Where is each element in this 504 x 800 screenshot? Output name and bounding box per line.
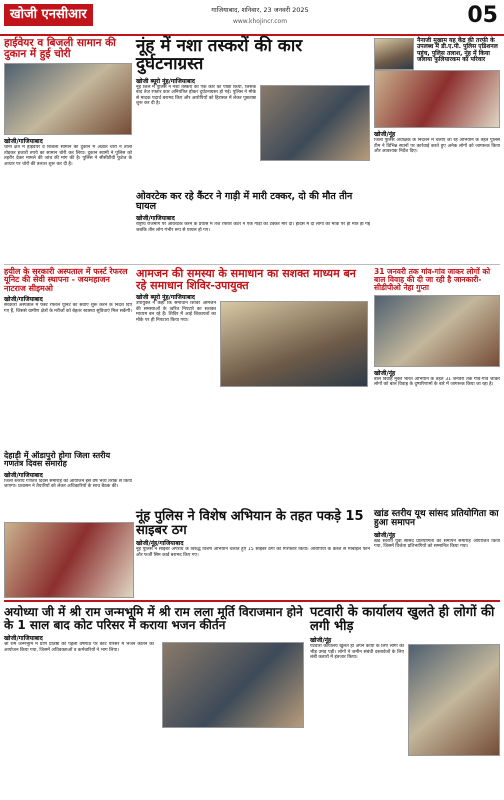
story-youth-parliament — [374, 510, 500, 596]
headline: नूंह पुलिस ने विशेष अभियान के तहत पकड़े 15 साइबर ठग — [136, 509, 364, 538]
story-body: उपायुक्त ने कहा कि समाधान शिविर आमजन की समस्याओं के त्वरित निपटारे का सशक्त माध्यम बन रहे हैं। शिविर में आई शिकायतों का मौके पर ही निपटारा किया गया। — [136, 301, 216, 323]
story-body: श्री राम जन्मभूमि में प्राण प्रतिष्ठा की पहली वर्षगांठ पर कोर्ट परिसर में भजन कीर्तन का आयोजन किया गया, जिसमें अधिवक्ताओं व कर्मचारियों ने भाग लिया। — [4, 642, 154, 653]
headline: हाईवेयर व बिजली सामान की दुकान में हुई चोरी — [4, 37, 116, 61]
newspaper-brand: खोजी एनसीआर — [4, 4, 93, 26]
story-photo — [220, 301, 368, 387]
story-drug-smugglers — [136, 38, 370, 188]
byline: खोजी/गाजियाबाद — [4, 296, 43, 304]
story-body: नूंह जिले में पुलिस ने नशा तस्करों की एक कार का पीछा किया, जिसके बाद तेज रफ्तार कार अनियंत्रित होकर दुर्घटनाग्रस्त हो गई। पुलिस ने मौके से मादक पदार्थ बरामद किए और आरोपियों को हिरासत में लेकर पूछताछ शुरू कर दी है। — [136, 84, 256, 107]
divider — [4, 600, 500, 602]
story-body: बाल विवाह मुक्त भारत अभियान के तहत 31 जनवरी तक गांव-गांव जाकर लोगों को बाल विवाह के दुष्परिणामों के बारे में जागरूक किया जा रहा है। — [374, 376, 500, 388]
edition-date: गाजियाबाद, शनिवार, 23 जनवरी 2025 — [211, 6, 309, 14]
story-police-right — [374, 38, 500, 264]
story-republic-day — [4, 452, 132, 518]
story-photo — [4, 63, 132, 135]
headline: नैनाजी मुखाम यह केंद्र की तरफी के उपलब्ध में डी.ए.पी. पुलिस एडिशनल पहुंच, पुलिस तलाश, नूंह में किया जलाया फुलियारकम का परिवार — [417, 37, 498, 63]
story-photo — [374, 295, 500, 367]
story-body: खंड स्तरीय युवा सांसद प्रतियोगिता का समापन समारोह आयोजित किया गया, जिसमें विजेता प्रतिभागियों को सम्मानित किया गया। — [374, 538, 500, 550]
story-body: जिला स्तरीय गणतंत्र दिवस समारोह का आयोजन इस वर्ष भव्य तरीके से किया जाएगा। प्रशासन ने तैयारियों को लेकर अधिकारियों के साथ बैठक की। — [4, 478, 132, 490]
headline: अयोध्या जी में श्री राम जन्मभूमि में श्री राम लला मूर्ति विराजमान होने के 1 साल बाद कोट परिसर में कराया भजन कीर्तन — [4, 605, 303, 632]
story-ayodhya-bhajan — [4, 606, 304, 796]
headline: नूंह में नशा तस्करों की कार दुर्घटनाग्रस्त — [136, 36, 303, 74]
story-body: राष्ट्रीय राजमार्ग पर ओवरटेक करने के प्रयास में तेज रफ्तार कैंटर ने एक गाड़ी को टक्कर मार दी। हादसे में दो लोगों की मौके पर ही मौत हो गई जबकि तीन लोग गंभीर रूप से घायल हो गए। — [136, 221, 370, 233]
story-child-marriage — [374, 268, 500, 506]
officer-photo — [374, 38, 414, 70]
headline: खांड स्तरीय यूथ सांसद प्रतियोगिता का हुआ समापन — [374, 509, 499, 529]
byline: खोजी/गाजियाबाद — [4, 471, 43, 479]
byline: खोजी ब्यूरो नूंह/गाजियाबाद — [136, 294, 195, 302]
byline: खोजी/गाजियाबाद — [4, 635, 43, 643]
byline: खोजी ब्यूरो नूंह/गाजियाबाद — [136, 77, 195, 85]
story-photo — [374, 70, 500, 128]
byline: खोजी/गाजियाबाद — [136, 214, 175, 222]
story-photo — [260, 85, 370, 161]
byline: खोजी/नूंह — [374, 131, 396, 138]
byline: खोजी/नूंह — [310, 637, 332, 645]
story-body: थाना क्षेत्र में हाईवेयर व बिजली सामान की दुकान में अज्ञात चोरों ने ताला तोड़कर हजारों रुपये का सामान चोरी कर लिया। दुकान स्वामी ने पुलिस को तहरीर देकर मामले की जांच की मांग की है। पुलिस ने सीसीटीवी फुटेज के आधार पर चोरों की तलाश शुरू कर दी है। — [4, 145, 132, 167]
event-photo — [4, 522, 134, 598]
edition-url: www.khojincr.com — [232, 18, 288, 25]
masthead — [0, 0, 504, 36]
headline: पटवारी के कार्यालय खुलते ही लोगों की लगी भीड़ — [310, 605, 495, 634]
byline: खोजी/नूंह — [374, 531, 396, 539]
story-samadhan-shivir — [136, 268, 370, 506]
story-cyber-thugs — [136, 510, 370, 596]
headline: ओवरटेक कर रहे कैंटर ने गाड़ी में मारी टक्कर, दो की मौत तीन घायल — [136, 191, 353, 212]
story-photo — [408, 644, 500, 756]
story-body: जिला पुलिस अधीक्षक के निर्देशन में चलाए जा रहे अभियान के तहत पुलिस टीम ने विभिन्न स्थानों पर कार्रवाई करते हुए अनेक लोगों को जागरूक किया और आवश्यक निर्देश दिए। — [374, 138, 500, 155]
story-body: नूंह पुलिस ने साइबर अपराध के विरुद्ध विशेष अभियान चलाते हुए 15 साइबर ठगों को गिरफ्तार किया। आरोपियों के कब्जे से मोबाइल फोन और फर्जी सिम कार्ड बरामद किए गए। — [136, 547, 370, 558]
story-photo — [162, 642, 304, 728]
story-body: सरकारी अस्पताल में फर्स्ट रेफरल यूनिट की सेवाएं शुरू करने के निर्देश दिए गए हैं, जिससे ग्रामीण क्षेत्रों के मरीजों को बेहतर स्वास्थ्य सुविधाएं मिल सकेंगी। — [4, 303, 132, 314]
headline: 31 जनवरी तक गांव-गांव जाकर लोगों को बाल विवाह की दी जा रही है जानकारी-सीडीपीओ नेहा गुप्ता — [374, 267, 491, 292]
story-hospital — [4, 268, 132, 448]
story-accident — [136, 192, 370, 262]
story-patwari-office — [310, 606, 500, 796]
byline: खोजी/नूंह — [374, 369, 396, 377]
story-theft — [4, 38, 132, 260]
headline: आमजन की समस्या के समाधान का सशक्त माध्यम बन रहे समाधान शिविर-उपायुक्त — [136, 267, 356, 292]
byline: खोजी/नूंह/गाजियाबाद — [136, 540, 184, 548]
headline: हयील के सरकारी अस्पताल में फर्स्ट रेफरल यूनिट की सेवी स्थापना - जयमहाजन नाटराज सीइमओ — [4, 267, 128, 293]
page-number: 05 — [467, 3, 498, 28]
byline: खोजी/गाजियाबाद — [4, 138, 43, 146]
story-body: पटवारी कार्यालय खुलते ही अपने कार्यों के लिए लोगों की भीड़ उमड़ पड़ी। लोगों ने जमीन संबंधी दस्तावेजों के लिए लंबी कतारों में इंतजार किया। — [310, 644, 404, 661]
headline: देहाड़ी में ऑडापुरो होगा जिला स्तरीय गणतंत्र दिवस समारोह — [4, 451, 111, 469]
divider — [4, 264, 500, 265]
